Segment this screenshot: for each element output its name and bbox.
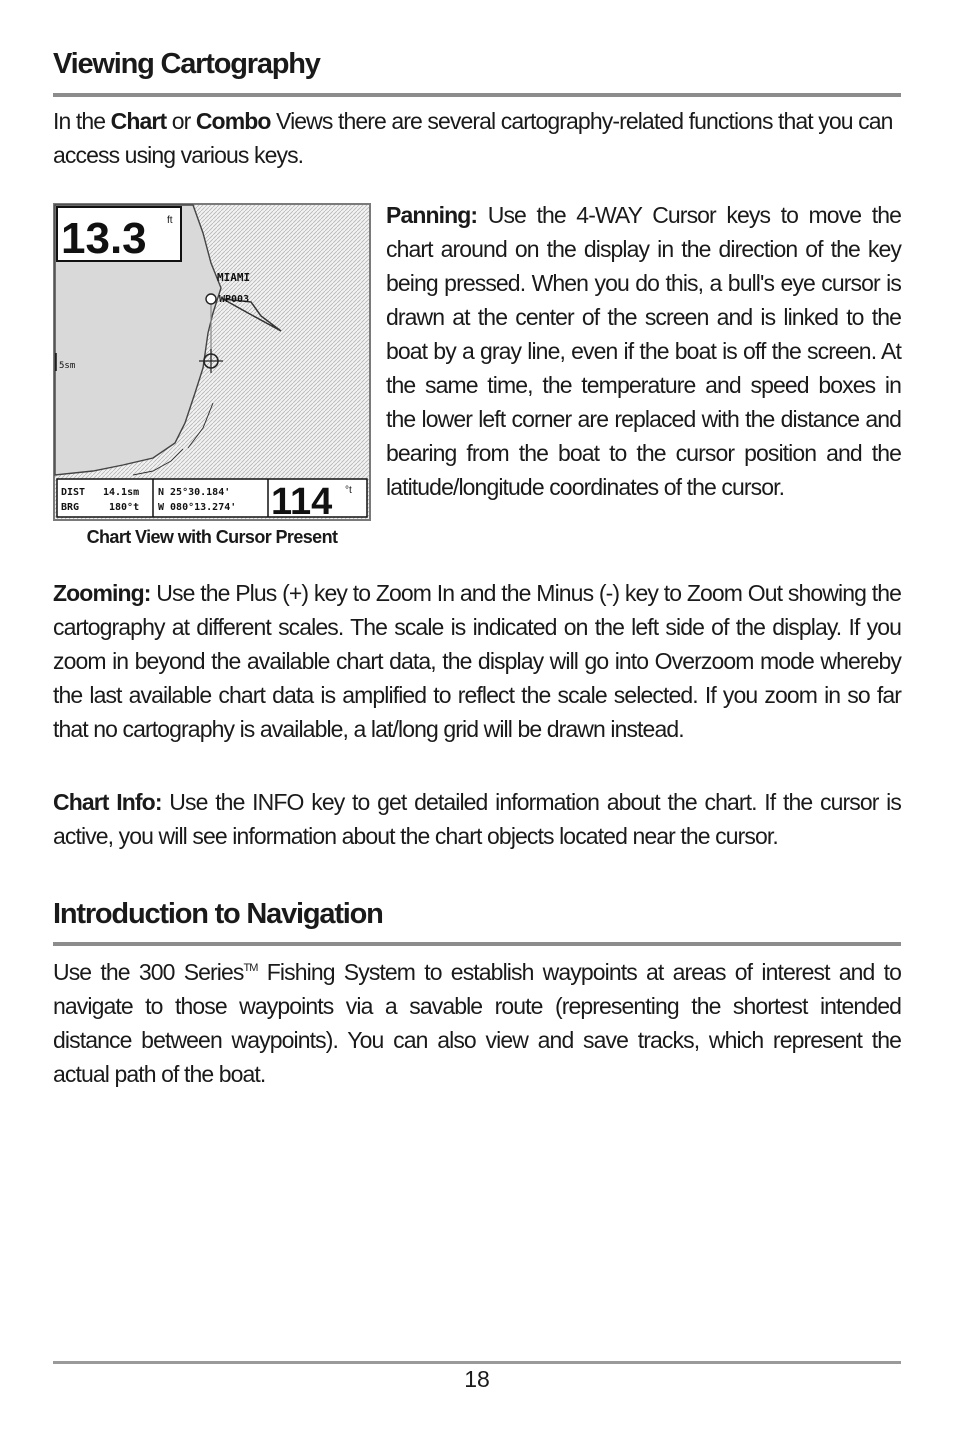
heading-unit: °t [345,485,352,496]
zooming-paragraph [53,576,901,746]
combo-view-term: Combo [195,108,271,134]
waypoint-label: WP003 [219,294,250,305]
navigation-intro-paragraph [53,955,901,1091]
heading-divider [53,93,901,97]
page-number: 18 [464,1366,490,1392]
scale-label: 5sm [59,361,76,371]
section-title-introduction-to-navigation: Introduction to Navigation [53,898,383,930]
brg-value: 180°t [109,502,140,513]
latitude-value: N 25°30.184' [158,487,231,498]
chart-view-term: Chart [110,108,167,134]
zooming-text: Use the Plus (+) key to Zoom In and the Minus (-) key to Zoom Out showing the cartography at different scales. The scale is indicated on the left side of the display. If you zoom in beyond the available chart data, the display will go into Overzoom mode whereby the last available chart data is amplified to reflect the scale selected. If you zoom in so far that no cartography is available, a lat/long grid will be drawn instead. [53,580,901,742]
panning-label: Panning: [386,202,478,228]
figure-caption: Chart View with Cursor Present [86,527,338,547]
navigation-text: Fishing System to establish waypoints at areas of interest and to navigate to those waypoints via a savable route (representing the shortest intended distance between waypoints). You can also view and save tracks, which represent the actual path of the boat. [53,959,901,1087]
chart-info-text: Use the INFO key to get detailed information about the chart. If the cursor is active, you will see information about the chart objects located near the cursor. [53,789,901,849]
chart-view-figure [53,203,371,521]
heading-divider [53,942,901,946]
depth-unit: ft [167,215,173,226]
waypoint-icon [206,294,216,304]
intro-text: In the [53,108,111,134]
dist-value: 14.1sm [103,487,140,498]
navigation-text: Use the 300 Series [53,959,244,985]
longitude-value: W 080°13.274' [158,502,237,513]
heading-value: 114 [271,481,333,521]
panning-text: Use the 4-WAY Cursor keys to move the chart around on the display in the direction of the key being pressed. When you do this, a bull's eye cursor is drawn at the center of the screen and is linked to the boat by a gray line, even if the boat is off the screen. At the same time, the temperature and speed boxes in the lower left corner are replaced with the distance and bearing from the boat to the cursor position and the latitude/longitude coordinates of the cursor. [386,202,901,500]
intro-paragraph [53,104,901,172]
panning-paragraph [386,198,901,504]
section-title-viewing-cartography: Viewing Cartography [53,48,320,80]
depth-value: 13.3 [61,214,147,263]
dist-label: DIST [61,487,86,498]
intro-text: or [166,108,196,134]
chart-info-label: Chart Info: [53,789,162,815]
trademark-symbol: TM [243,962,258,974]
city-label: MIAMI [217,271,251,284]
intro-text: Views there are several cartography-related functions that you can access using various keys. [53,108,893,168]
zooming-label: Zooming: [53,580,151,606]
footer-divider [53,1361,901,1364]
brg-label: BRG [61,502,80,513]
chart-info-paragraph [53,785,901,853]
